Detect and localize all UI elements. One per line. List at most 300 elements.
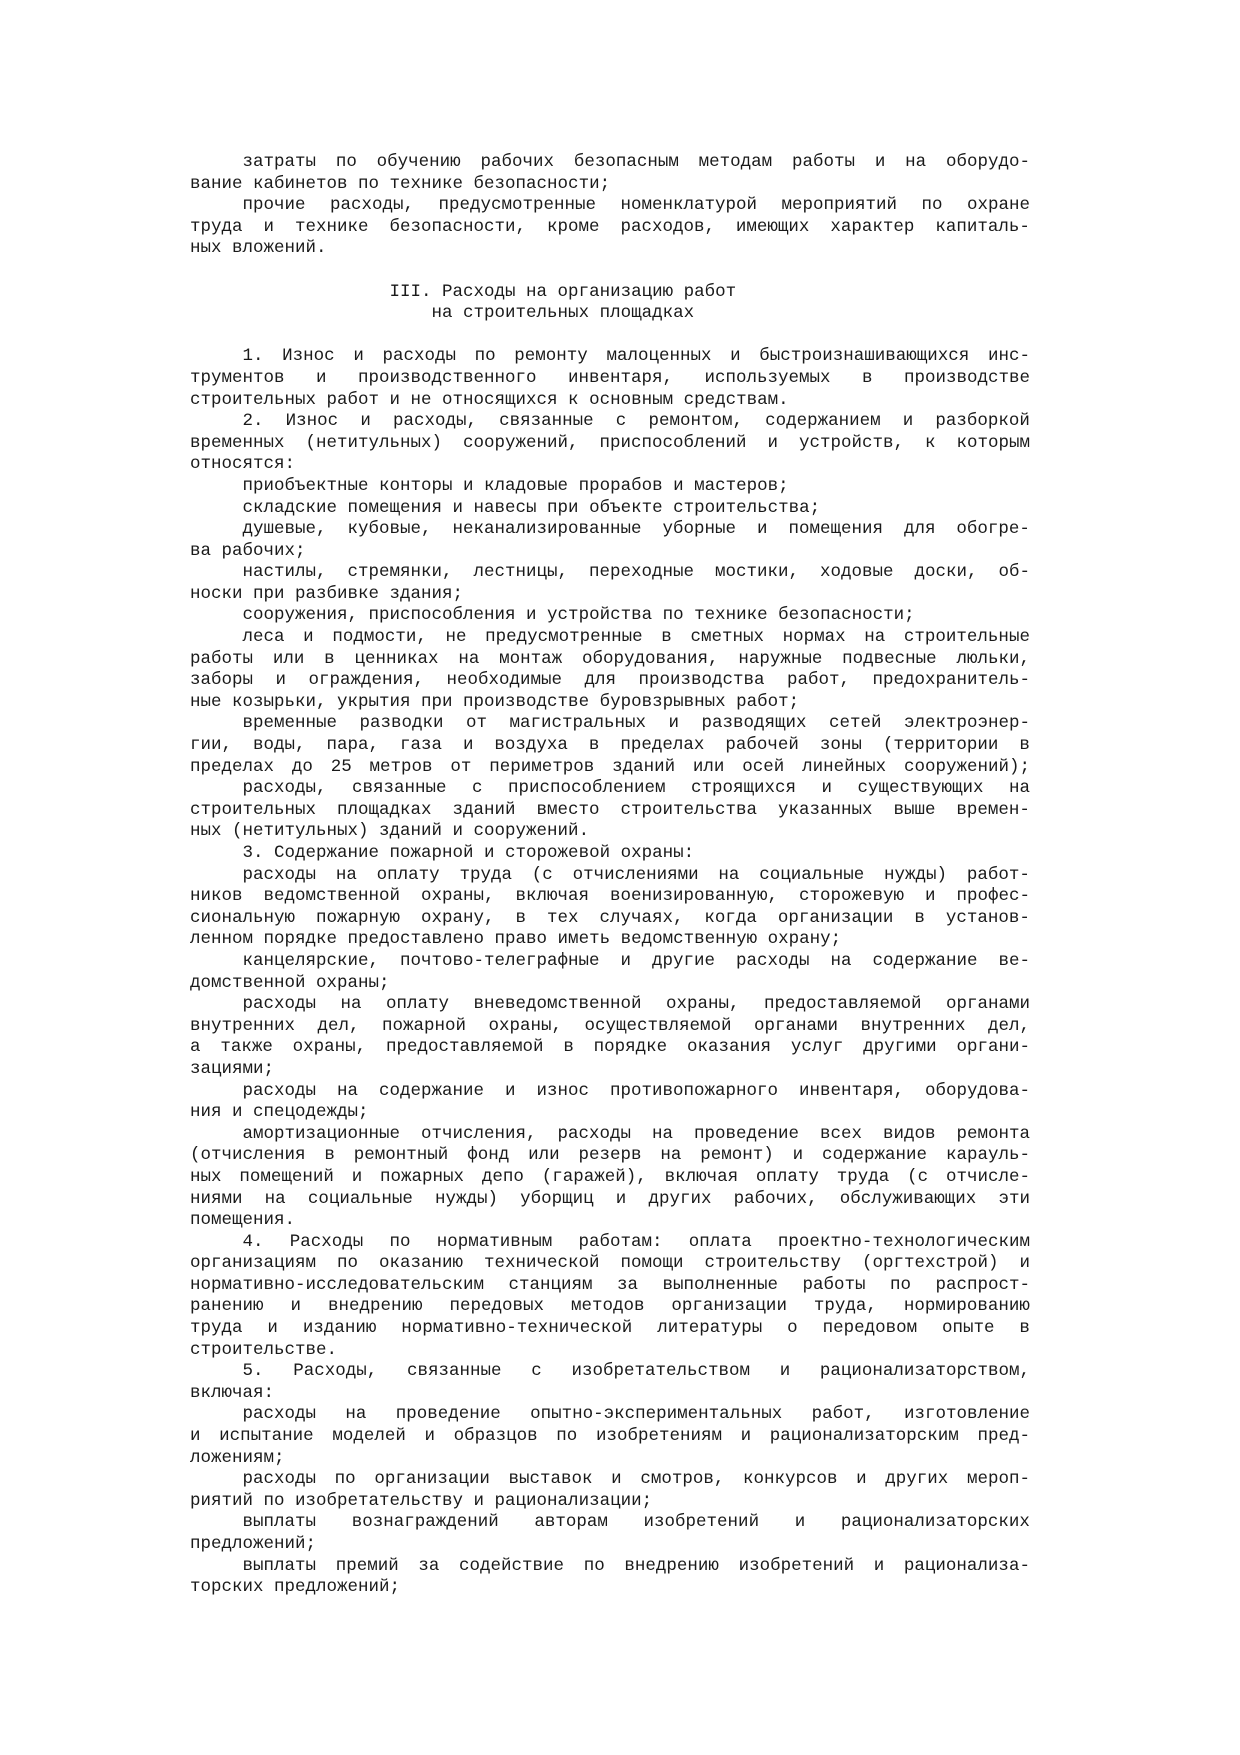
word: связанные xyxy=(352,778,447,799)
word: ограждения, xyxy=(308,670,424,691)
word: ранению xyxy=(190,1296,264,1317)
word: переходные xyxy=(588,562,695,583)
word: характер xyxy=(830,216,915,237)
word: органи- xyxy=(956,1037,1030,1058)
word: или xyxy=(528,1145,560,1166)
word: обучению xyxy=(376,152,461,172)
word: расходы xyxy=(190,1404,317,1425)
word: в xyxy=(324,1145,335,1166)
word: не xyxy=(445,627,467,648)
text-line xyxy=(190,735,1030,757)
word: инвентаря, xyxy=(798,1080,904,1101)
word: когда xyxy=(704,907,757,928)
word: ценниках xyxy=(354,648,439,669)
word: органами xyxy=(945,994,1030,1015)
word: работ- xyxy=(966,864,1030,885)
word: вневедомственной xyxy=(473,994,642,1015)
word: безопасным xyxy=(573,152,679,172)
text-line xyxy=(190,1232,1030,1254)
word: и xyxy=(767,432,778,453)
word: ходовые xyxy=(819,562,894,583)
word: пред- xyxy=(977,1426,1030,1447)
text-line xyxy=(190,778,1030,800)
text-line: строительстве. xyxy=(190,1339,338,1360)
text-line xyxy=(190,670,1030,692)
word: пожарных xyxy=(380,1166,465,1187)
word: к xyxy=(924,432,936,453)
word: Расходы xyxy=(289,1231,364,1252)
word: на xyxy=(718,864,740,885)
word: стремянки, xyxy=(347,562,453,583)
word: расходы xyxy=(382,346,456,367)
text-line xyxy=(190,1167,1030,1189)
word: 2. xyxy=(190,411,264,432)
word: охраны, xyxy=(488,1015,562,1036)
word: магистральных xyxy=(509,713,646,734)
word: по xyxy=(335,152,357,172)
word: методам xyxy=(698,152,773,172)
word: на xyxy=(864,627,886,648)
word: и xyxy=(873,1555,885,1576)
text-line xyxy=(190,217,1030,239)
word: оборудования, xyxy=(581,648,719,669)
word: зданий xyxy=(612,756,676,777)
text-line xyxy=(190,368,1030,390)
word: с xyxy=(471,778,483,799)
word: для xyxy=(584,670,616,691)
word: или xyxy=(272,648,305,669)
text-line: ния и спецодежды; xyxy=(190,1102,369,1123)
word: и xyxy=(504,1080,516,1101)
word: и xyxy=(263,216,274,237)
word: номенклатурой xyxy=(620,195,758,216)
text-line xyxy=(190,757,1030,779)
word: временные xyxy=(190,713,338,734)
word: по xyxy=(583,1555,605,1576)
word: от xyxy=(450,756,472,777)
word: Расходы, xyxy=(293,1361,378,1382)
word: уборщиц xyxy=(520,1188,594,1209)
word: разводящих xyxy=(701,713,807,734)
word: рационализаторством, xyxy=(819,1361,1030,1382)
word: на xyxy=(340,994,362,1015)
word: порядке xyxy=(593,1037,668,1058)
word: смотров, xyxy=(640,1469,725,1490)
word: ремонтом, xyxy=(648,411,743,432)
word: отчисления, xyxy=(421,1123,537,1144)
word: (нетитульных) xyxy=(305,432,443,453)
word: и xyxy=(360,411,371,432)
word: охраны, xyxy=(292,1037,367,1058)
word: душевые, xyxy=(190,519,327,540)
word: вместо xyxy=(536,799,600,820)
word: и xyxy=(924,886,936,907)
word: площадках xyxy=(337,799,432,820)
text-line xyxy=(190,800,1030,822)
word: содействие xyxy=(459,1555,565,1576)
word: нормативным xyxy=(436,1231,553,1252)
word: и xyxy=(351,1166,363,1187)
word: газа xyxy=(399,735,442,756)
text-line: 3. Содержание пожарной и сторожевой охраны: xyxy=(190,843,695,863)
word: передовых xyxy=(449,1296,544,1317)
word: передовом xyxy=(822,1318,918,1339)
word: технике xyxy=(294,216,369,237)
word: сметных xyxy=(690,627,764,648)
text-line xyxy=(190,627,1030,649)
text-line: на строительных площадках xyxy=(190,303,695,324)
word: строительные xyxy=(903,627,1030,648)
word: расходы, xyxy=(392,411,477,432)
word: которым xyxy=(956,432,1030,453)
word: кроме xyxy=(546,216,600,237)
word: на xyxy=(660,1145,682,1166)
word: работ, xyxy=(786,670,850,691)
word: разводки xyxy=(359,713,444,734)
word: предусмотренные xyxy=(438,195,597,216)
word: 25 xyxy=(330,756,352,777)
word: сетей xyxy=(828,713,882,734)
word: и xyxy=(792,1145,804,1166)
word: случаях, xyxy=(599,907,684,928)
text-line: вание кабинетов по технике безопасности; xyxy=(190,173,611,194)
word: работы xyxy=(190,648,254,669)
word: ниями xyxy=(190,1188,243,1209)
word: по xyxy=(921,195,943,216)
word: предоставляемой xyxy=(763,994,922,1015)
word: внутренних xyxy=(860,1015,966,1036)
word: обслуживающих xyxy=(839,1188,977,1209)
word: организации xyxy=(777,907,894,928)
word: для xyxy=(903,519,936,540)
word: линейных xyxy=(802,756,887,777)
word: 1. xyxy=(190,346,264,367)
text-line: сооружения, приспособления и устройства по технике безопасности; xyxy=(190,605,915,626)
word: других xyxy=(885,1469,949,1490)
word: прочие xyxy=(190,195,306,216)
text-line xyxy=(190,1361,1030,1383)
word: проектно-технологическим xyxy=(777,1231,1030,1252)
word: образцов xyxy=(453,1426,538,1447)
word: в xyxy=(661,627,672,648)
word: расходы, xyxy=(190,778,327,799)
word: износ xyxy=(536,1080,589,1101)
word: подвесные xyxy=(842,648,937,669)
text-line xyxy=(190,1426,1030,1448)
word: внутренних xyxy=(190,1015,296,1036)
word: канцелярские, xyxy=(190,950,380,971)
word: и xyxy=(856,1469,867,1490)
word: установ- xyxy=(945,907,1030,928)
word: расходы xyxy=(190,994,317,1015)
word: монтаж xyxy=(499,648,563,669)
word: рабочих, xyxy=(733,1188,818,1209)
word: труда xyxy=(836,1166,890,1187)
word: социальные xyxy=(307,1188,413,1209)
word: вознаграждений xyxy=(351,1512,499,1533)
word: в xyxy=(1019,1318,1030,1339)
word: сторожевую xyxy=(798,886,904,907)
word: пара, xyxy=(326,735,379,756)
word: по xyxy=(889,1274,911,1295)
text-line xyxy=(190,346,1030,368)
text-line xyxy=(190,865,1030,887)
word: ремонтный xyxy=(353,1145,449,1166)
word: инвентаря, xyxy=(567,367,673,388)
word: труда xyxy=(190,216,243,237)
word: строительству xyxy=(704,1253,841,1274)
text-line xyxy=(190,1512,1030,1534)
text-line: III. Расходы на организацию работ xyxy=(190,281,737,302)
document-body xyxy=(190,152,1030,1599)
word: других xyxy=(648,1188,712,1209)
word: содержанием xyxy=(765,411,881,432)
word: (оргтехстрой) xyxy=(861,1253,999,1274)
word: по xyxy=(556,1426,578,1447)
word: отчислениями xyxy=(572,864,699,885)
word: всех xyxy=(819,1123,862,1144)
word: расходы xyxy=(735,950,810,971)
word: связанные xyxy=(406,1361,502,1382)
text-line xyxy=(190,1469,1030,1491)
word: на xyxy=(337,1080,359,1101)
word: по xyxy=(389,1231,411,1252)
word: на xyxy=(458,648,480,669)
text-line xyxy=(190,195,1030,217)
word: малоценных xyxy=(606,346,712,367)
word: безопасности, xyxy=(389,216,526,237)
text-line: ных вложений. xyxy=(190,238,327,259)
word: люльки, xyxy=(956,648,1030,669)
word: неканализированные xyxy=(452,519,642,540)
word: и xyxy=(462,735,474,756)
word: и xyxy=(275,670,286,691)
text-line: ные козырьки, укрытия при производстве буровзрывных работ; xyxy=(190,691,800,712)
word: в xyxy=(861,367,873,388)
word: рабочих xyxy=(480,152,555,172)
word: рационализаторских xyxy=(840,1512,1030,1533)
word: воздуха xyxy=(494,735,568,756)
word: зданий xyxy=(452,799,516,820)
word: на xyxy=(345,1404,367,1425)
word: строящихся xyxy=(690,778,796,799)
word: охрану, xyxy=(420,907,495,928)
word: нужды) xyxy=(884,864,948,885)
text-line xyxy=(190,152,1030,174)
word: и xyxy=(267,1318,278,1339)
word: быстроизнашивающихся xyxy=(759,346,970,367)
word: приспособлением xyxy=(507,778,666,799)
text-line: складские помещения и навесы при объекте строительства; xyxy=(190,497,821,518)
word: дел, xyxy=(317,1015,360,1036)
word: доски, xyxy=(914,562,978,583)
word: изобретательством xyxy=(571,1361,750,1382)
word: строительства xyxy=(620,799,757,820)
word: нормированию xyxy=(903,1296,1030,1317)
word: уборные xyxy=(662,519,736,540)
word: за xyxy=(617,1274,639,1295)
word: премий xyxy=(335,1555,399,1576)
word: существующих xyxy=(857,778,984,799)
word: социальные xyxy=(759,864,865,885)
word: фонд xyxy=(467,1145,510,1166)
word: дел, xyxy=(987,1015,1030,1036)
word: кубовые, xyxy=(347,519,432,540)
word: выплаты xyxy=(190,1512,317,1533)
word: проведение xyxy=(395,1404,501,1425)
word: выполненные xyxy=(662,1274,779,1295)
word: по xyxy=(334,1469,356,1490)
word: нормах xyxy=(782,627,846,648)
word: сооружений, xyxy=(462,432,579,453)
word: Износ xyxy=(285,411,339,432)
text-line xyxy=(190,1145,1030,1167)
word: нужды) xyxy=(434,1188,498,1209)
word: а xyxy=(190,1037,201,1058)
text-line xyxy=(190,1037,1030,1059)
word: и xyxy=(902,411,914,432)
word: строительных xyxy=(190,799,317,820)
word: труда xyxy=(459,864,512,885)
word: пределах xyxy=(620,735,705,756)
text-line xyxy=(190,1556,1030,1578)
text-line xyxy=(190,649,1030,671)
word: периметров xyxy=(489,756,595,777)
word: изобретений xyxy=(738,1555,855,1576)
word: конкурсов xyxy=(742,1469,838,1490)
word: амортизационные xyxy=(190,1123,401,1144)
word: и xyxy=(740,1426,752,1447)
word: или xyxy=(692,756,725,777)
word: устройств, xyxy=(798,432,904,453)
word: пределах xyxy=(190,756,275,777)
text-line xyxy=(190,411,1030,433)
word: изданию xyxy=(302,1318,377,1339)
word: депо xyxy=(481,1166,524,1187)
word: заборы xyxy=(190,670,254,691)
word: в xyxy=(563,1037,574,1058)
word: предусмотренные xyxy=(485,627,643,648)
word: проведение xyxy=(693,1123,800,1144)
word: ремонта xyxy=(956,1123,1030,1144)
word: в xyxy=(914,907,925,928)
word: осуществляемой xyxy=(584,1015,732,1036)
text-line xyxy=(190,1253,1030,1275)
word: (гаражей), xyxy=(541,1166,647,1187)
text-line xyxy=(190,951,1030,973)
word: ников xyxy=(190,886,243,907)
text-line xyxy=(190,1318,1030,1340)
word: внедрению xyxy=(327,1296,423,1317)
text-line: домственной охраны; xyxy=(190,972,390,993)
word: внедрению xyxy=(624,1555,719,1576)
word: капиталь- xyxy=(935,216,1030,237)
word: времен- xyxy=(956,799,1030,820)
word: работы xyxy=(802,1274,866,1295)
word: разборкой xyxy=(935,411,1030,432)
word: производстве xyxy=(903,367,1030,388)
word: инс- xyxy=(987,346,1030,367)
word: моделей xyxy=(332,1426,406,1447)
word: на xyxy=(830,950,852,971)
word: пожарную xyxy=(316,907,401,928)
word: на xyxy=(264,1188,286,1209)
word: сооружений); xyxy=(903,756,1030,777)
word: помощи xyxy=(620,1253,684,1274)
word: распрост- xyxy=(935,1274,1030,1295)
word: оборудо- xyxy=(945,152,1030,172)
word: карауль- xyxy=(945,1145,1030,1166)
word: подмости, xyxy=(332,627,427,648)
word: включая xyxy=(515,886,589,907)
word: и xyxy=(779,1361,791,1382)
word: по xyxy=(337,1253,359,1274)
word: изготовление xyxy=(903,1404,1030,1425)
word: и xyxy=(315,367,327,388)
word: электроэнер- xyxy=(903,713,1030,734)
word: изобретениям xyxy=(595,1426,722,1447)
word: и xyxy=(615,1188,627,1209)
word: обогре- xyxy=(956,519,1030,540)
word: организациям xyxy=(190,1253,317,1274)
word: ведомственной xyxy=(263,886,401,907)
text-line xyxy=(190,260,1030,282)
text-line xyxy=(190,1124,1030,1146)
word: включая xyxy=(664,1166,739,1187)
word: и xyxy=(303,627,314,648)
word: лестницы, xyxy=(473,562,569,583)
word: расходы xyxy=(190,1469,317,1490)
word: рабочей xyxy=(725,735,799,756)
text-line: ных (нетитульных) зданий и сооружений. xyxy=(190,821,590,842)
text-line xyxy=(190,519,1030,541)
word: видов xyxy=(882,1123,936,1144)
word: ремонт) xyxy=(700,1145,774,1166)
word: приспособлений xyxy=(599,432,747,453)
word: и xyxy=(668,713,679,734)
word: временных xyxy=(190,432,285,453)
word: литературы xyxy=(657,1318,763,1339)
text-line xyxy=(190,562,1030,584)
word: расходы xyxy=(190,864,317,885)
word: указанных xyxy=(777,799,873,820)
word: от xyxy=(465,713,487,734)
word: Износ xyxy=(282,346,335,367)
word: мостики, xyxy=(714,562,799,583)
word: наружные xyxy=(738,648,823,669)
word: охраны, xyxy=(665,994,740,1015)
word: тех xyxy=(546,907,579,928)
word: технической xyxy=(483,1253,600,1274)
word: авторам xyxy=(534,1512,608,1533)
word: предоставляемой xyxy=(385,1037,544,1058)
word: противопожарного xyxy=(609,1080,778,1101)
word: труда, xyxy=(813,1296,877,1317)
word: услуг xyxy=(790,1037,844,1058)
word: мероприятий xyxy=(781,195,898,216)
text-line: помещения. xyxy=(190,1210,296,1231)
word: оплата xyxy=(688,1231,752,1252)
word: нормативно-технической xyxy=(401,1318,633,1339)
word: отчисле- xyxy=(945,1166,1030,1187)
word: об- xyxy=(998,562,1030,583)
word: другие xyxy=(652,950,716,971)
word: ных xyxy=(190,1166,222,1187)
word: имеющих xyxy=(735,216,810,237)
word: работам: xyxy=(578,1231,663,1252)
word: в xyxy=(324,648,335,669)
word: производства xyxy=(638,670,765,691)
